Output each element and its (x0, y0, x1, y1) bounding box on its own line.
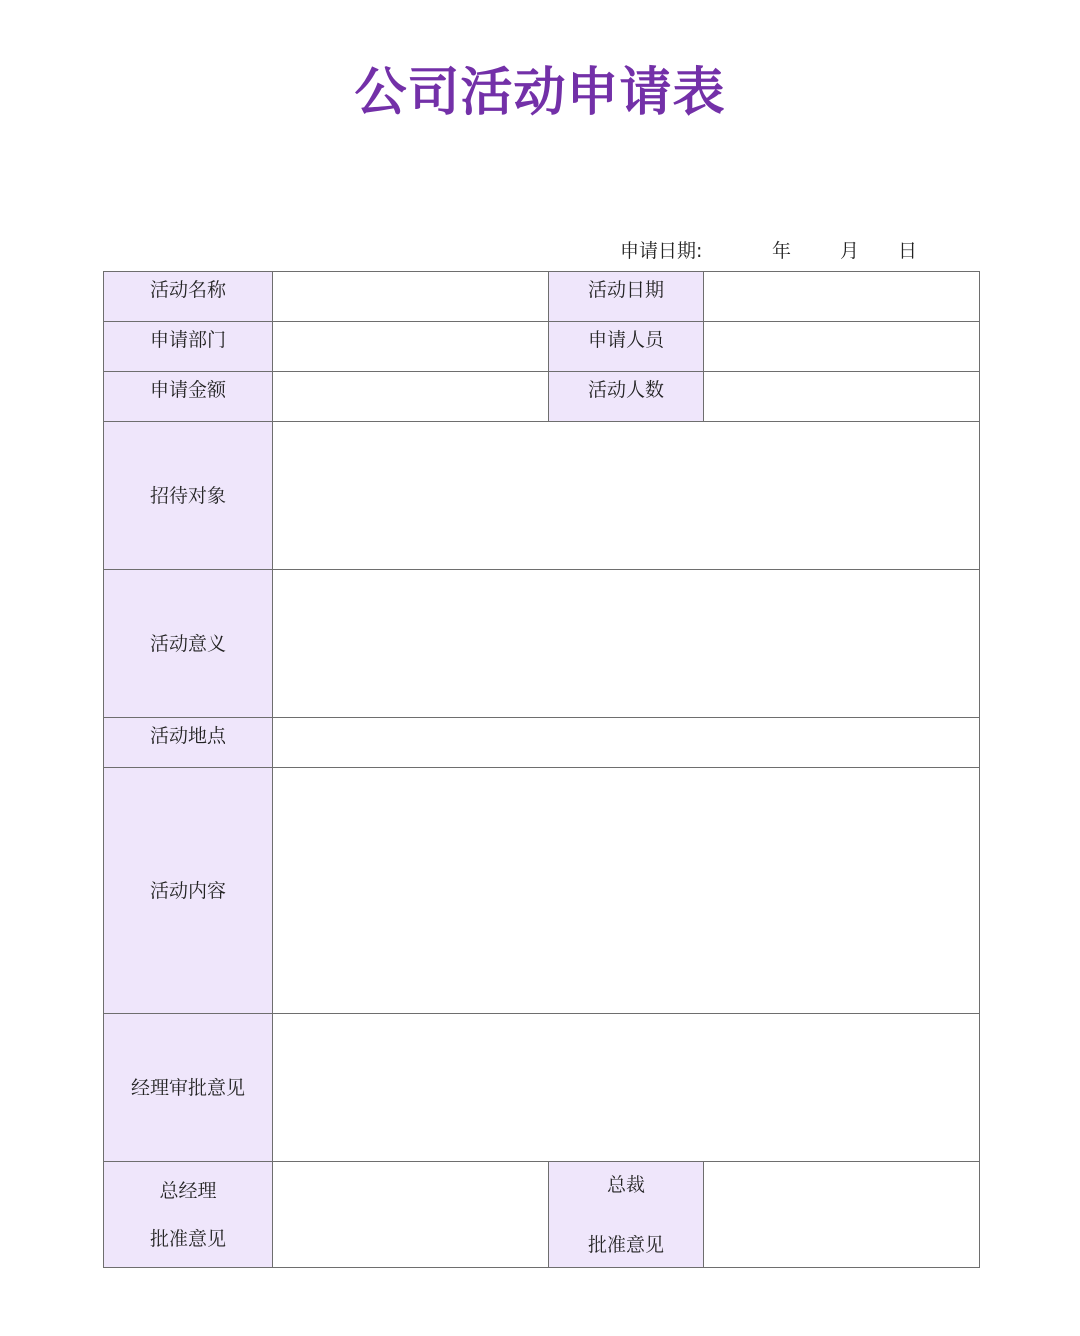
activity-date-field[interactable] (704, 272, 980, 322)
content-label: 活动内容 (104, 768, 273, 1014)
activity-name-label: 活动名称 (104, 272, 273, 322)
participants-label: 活动人数 (549, 372, 704, 422)
applicant-field[interactable] (704, 322, 980, 372)
gm-approval-field[interactable] (273, 1162, 549, 1268)
participants-field[interactable] (704, 372, 980, 422)
president-label-line1: 总裁 (606, 1173, 645, 1196)
apply-date-year: 年 (772, 240, 792, 262)
president-label-line2: 批准意见 (587, 1233, 664, 1256)
apply-date-day: 日 (898, 240, 918, 262)
significance-label: 活动意义 (104, 570, 273, 718)
apply-dept-field[interactable] (273, 322, 549, 372)
significance-field[interactable] (273, 570, 980, 718)
activity-date-label: 活动日期 (549, 272, 704, 322)
location-field[interactable] (273, 718, 980, 768)
president-approval-label (549, 1162, 704, 1268)
location-label: 活动地点 (104, 718, 273, 768)
apply-date-month: 月 (840, 240, 860, 262)
gm-approval-label (104, 1162, 273, 1268)
activity-name-field[interactable] (273, 272, 549, 322)
gm-label-line1: 总经理 (159, 1179, 217, 1202)
content-field[interactable] (273, 768, 980, 1014)
manager-opinion-field[interactable] (273, 1014, 980, 1162)
gm-label-line2: 批准意见 (149, 1227, 226, 1250)
reception-target-field[interactable] (273, 422, 980, 570)
manager-opinion-label: 经理审批意见 (104, 1014, 273, 1162)
application-form-table (103, 271, 980, 1268)
form-title: 公司活动申请表 (354, 63, 726, 123)
apply-date-label: 申请日期: (620, 240, 703, 262)
reception-target-label: 招待对象 (104, 422, 273, 570)
apply-amount-field[interactable] (273, 372, 549, 422)
president-approval-field[interactable] (704, 1162, 980, 1268)
apply-amount-label: 申请金额 (104, 372, 273, 422)
applicant-label: 申请人员 (549, 322, 704, 372)
apply-dept-label: 申请部门 (104, 322, 273, 372)
